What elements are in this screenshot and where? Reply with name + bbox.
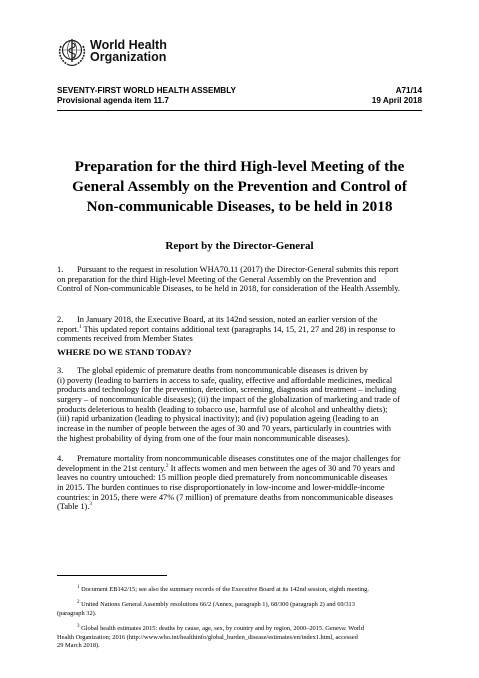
footnote-text: (paragraph 32). (57, 609, 97, 617)
footnote-text[interactable]: Health Organization; 2016 (http://www.who.int/healthinfo/global_burden_disease/estimates/en/index1.html, accessed (57, 633, 358, 641)
paragraph-4 (57, 454, 422, 512)
paragraph-line: In January 2018, the Executive Board, at its 142nd session, noted an earlier version of the (77, 315, 378, 324)
footnote-number: 2 (77, 599, 80, 605)
org-name-line2: Organization (90, 50, 167, 64)
report-by: Report by the Director-General (165, 240, 314, 252)
paragraph-line: development in the 21st century. (57, 463, 167, 473)
who-wordmark (90, 39, 167, 63)
footnote-marker[interactable]: 1 (79, 324, 82, 330)
paragraph-number: 3. (57, 366, 64, 375)
paragraph-line: in 2015. The burden continues to rise disproportionately in low-income and lower-middle-income (57, 483, 385, 493)
paragraph-line: the highest probability of dying from one of the four main noncommunicable diseases). (57, 433, 350, 443)
title-line: Preparation for the third High-level Meeting of the (74, 158, 405, 175)
paragraph-line: (Table 1). (57, 502, 90, 512)
org-name-line1: World Health (90, 38, 167, 52)
paragraph-line: increase in the number of people between the ages of 30 and 70 years, particularly in countries with (57, 424, 391, 434)
paragraph-line: report. (57, 324, 80, 334)
footnote-divider (57, 575, 167, 576)
footnote-1 (57, 586, 422, 595)
paragraph-line: This updated report contains additional text (paragraphs 14, 15, 21, 27 and 28) in response to (81, 324, 396, 334)
paragraph-line: Control of Non-communicable Diseases, to be held in 2018, for consideration of the Health Assembly. (57, 284, 400, 294)
document-date: 19 April 2018 (371, 96, 422, 105)
paragraph-line: Pursuant to the request in resolution WHA70.11 (2017) the Director-General submits this report (77, 265, 399, 274)
footnote-3 (57, 625, 422, 651)
paragraph-number: 4. (57, 454, 64, 463)
paragraph-2 (57, 315, 422, 344)
paragraph-line: on preparation for the third High-level Meeting of the General Assembly on the Prevention and (57, 274, 377, 284)
paragraph-line: leaves no country untouched: 15 million people died prematurely from noncommunicable diseases (57, 473, 388, 483)
who-emblem-icon (57, 36, 87, 68)
document-title (40, 157, 439, 217)
assembly-name: SEVENTY-FIRST WORLD HEALTH ASSEMBLY (57, 86, 236, 95)
paragraph-line: Premature mortality from noncommunicable diseases constitutes one of the major challenges for (77, 454, 401, 463)
paragraph-line: (iii) rapid urbanization (leading to physical inactivity); and (iv) population ageing (leading to an (57, 414, 379, 424)
paragraph-line: It affects women and men between the ages of 30 and 70 years and (168, 463, 395, 473)
footnote-2 (57, 601, 422, 618)
footnote-text: 29 March 2018). (57, 642, 100, 650)
footnote-text: Global health estimates 2015: deaths by cause, age, sex, by country and by region, 2000–2015. Geneva: World (79, 625, 364, 632)
paragraph-line: products deleterious to health (leading to tobacco use, harmful use of alcohol and unhealthy diets); (57, 404, 388, 414)
paragraph-line: comments received from Member States (57, 334, 193, 344)
paragraph-3 (57, 366, 422, 444)
document-number: A71/14 (395, 86, 422, 95)
paragraph-1 (57, 265, 422, 294)
footnote-marker[interactable]: 3 (89, 502, 92, 508)
paragraph-line: (i) poverty (leading to barriers in access to safe, quality, effective and affordable medicines, medical (57, 375, 393, 385)
paragraph-line: The global epidemic of premature deaths from noncommunicable diseases is driven by (77, 366, 368, 375)
footnote-text: United Nations General Assembly resolutions 66/2 (Annex, paragraph 1), 68/300 (paragraph 2) and 69/313 (79, 601, 355, 608)
paragraph-line: products and technology for the prevention, detection, screening, diagnosis and treatment – including (57, 385, 397, 395)
paragraph-line: surgery – of noncommunicable diseases); (ii) the impact of the globalization of marketing and trade of (57, 395, 400, 405)
footnote-text: Document EB142/15; see also the summary records of the Executive Board at its 142nd session, eighth meeting. (79, 586, 369, 593)
title-line: General Assembly on the Prevention and Control of (72, 178, 407, 195)
paragraph-number: 1. (57, 265, 64, 274)
agenda-item: Provisional agenda item 11.7 (57, 96, 169, 105)
section-heading: WHERE DO WE STAND TODAY? (57, 347, 192, 357)
footnote-number: 1 (77, 584, 80, 590)
header-divider (57, 110, 422, 111)
footnote-marker[interactable]: 2 (166, 463, 169, 469)
title-line: Non-communicable Diseases, to be held in 2018 (86, 198, 393, 215)
paragraph-number: 2. (57, 315, 64, 324)
footnote-number: 3 (77, 623, 80, 629)
paragraph-line: countries: in 2015, there were 47% (7 million) of premature deaths from noncommunicable diseases (57, 492, 393, 502)
